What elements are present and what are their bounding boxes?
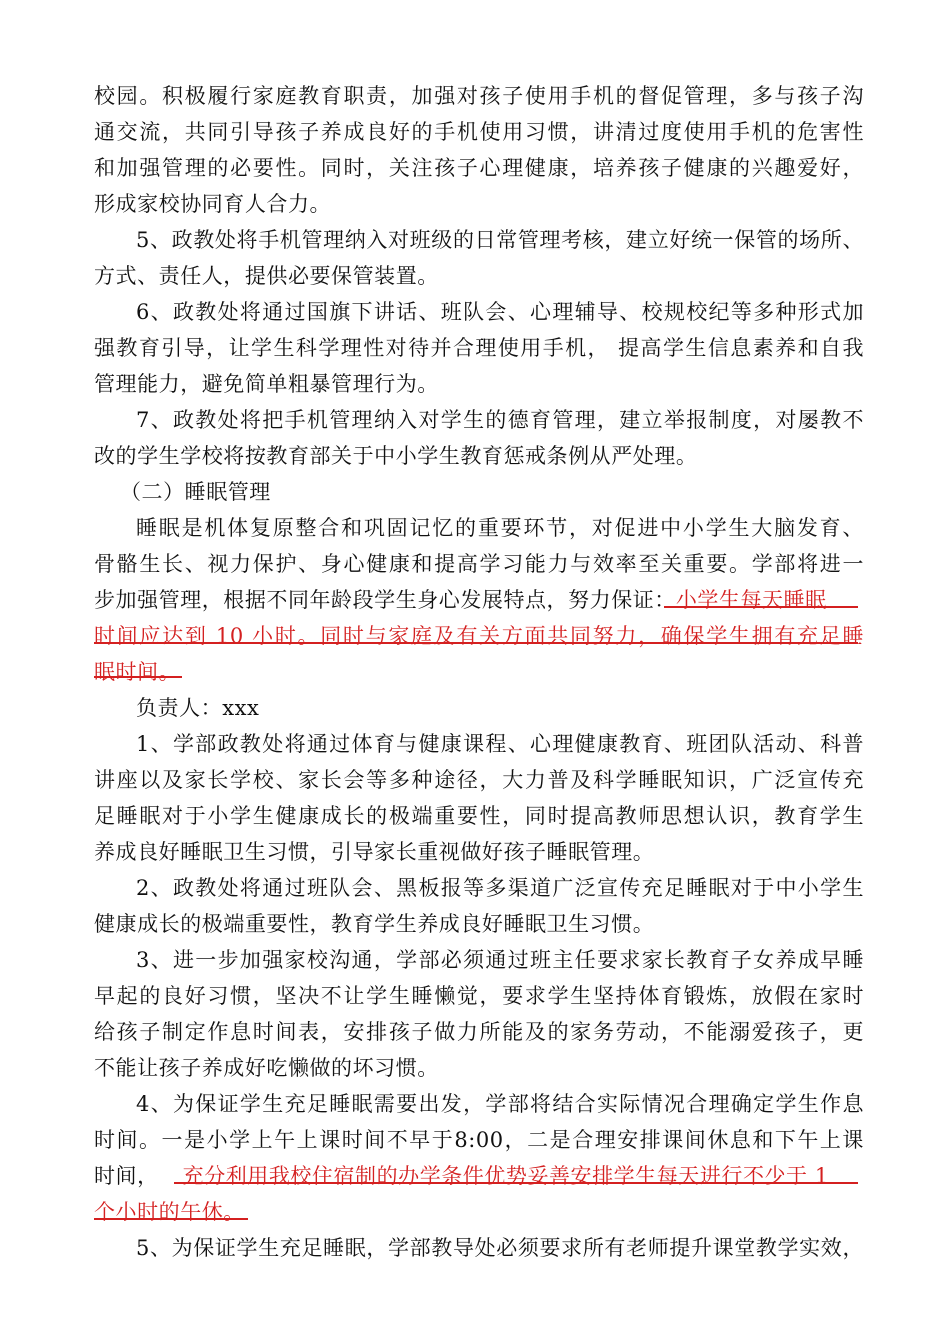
highlighted-line: 时间应达到 10 小时。同时与家庭及有关方面共同努力，确保学生拥有充足睡	[94, 624, 864, 648]
red-underline	[174, 1182, 858, 1184]
red-underline	[94, 676, 182, 678]
highlighted-line: 个小时的午休。	[94, 1200, 245, 1224]
paragraph-line: 5、政教处将手机管理纳入对班级的日常管理考核，建立好统一保管的场所、	[136, 228, 864, 252]
paragraph-line: 4、为保证学生充足睡眠需要出发，学部将结合实际情况合理确定学生作息	[136, 1092, 864, 1116]
paragraph-line: 时间。一是小学上午上课时间不早于8:00，二是合理安排课间休息和下午上课	[94, 1128, 864, 1152]
paragraph-line: 不能让孩子养成好吃懒做的坏习惯。	[94, 1056, 439, 1080]
section-heading: （二）睡眠管理	[120, 480, 271, 504]
highlighted-line: 眠时间。	[94, 660, 181, 684]
red-underline	[94, 1218, 248, 1220]
paragraph-line: 通交流，共同引导孩子养成良好的手机使用习惯，讲清过度使用手机的危害性	[94, 120, 864, 144]
paragraph-line: 早起的良好习惯，坚决不让学生睡懒觉，要求学生坚持体育锻炼，放假在家时	[94, 984, 864, 1008]
paragraph-line: 讲座以及家长学校、家长会等多种途径，大力普及科学睡眠知识，广泛宣传充	[94, 768, 864, 792]
paragraph-line: 管理能力，避免简单粗暴管理行为。	[94, 372, 439, 396]
highlighted-text: 充分利用我校住宿制的办学条件优势妥善安排学生每天进行不少于 1	[182, 1164, 829, 1188]
paragraph-line: 2、政教处将通过班队会、黑板报等多渠道广泛宣传充足睡眠对于中小学生	[136, 876, 864, 900]
paragraph-line	[94, 1158, 864, 1194]
paragraph-line: 形成家校协同育人合力。	[94, 192, 332, 216]
paragraph-line: 3、进一步加强家校沟通，学部必须通过班主任要求家长教育子女养成早睡	[136, 948, 864, 972]
red-underline	[94, 642, 858, 644]
paragraph-line: 6、政教处将通过国旗下讲话、班队会、心理辅导、校规校纪等多种形式加	[136, 300, 864, 324]
paragraph-line: 睡眠是机体复原整合和巩固记忆的重要环节，对促进中小学生大脑发育、	[136, 516, 864, 540]
paragraph-line: 5、为保证学生充足睡眠，学部教导处必须要求所有老师提升课堂教学实效，	[136, 1236, 864, 1260]
paragraph-line: 改的学生学校将按教育部关于中小学生教育惩戒条例从严处理。	[94, 444, 698, 468]
paragraph-line: 校园。积极履行家庭教育职责，加强对孩子使用手机的督促管理，多与孩子沟	[94, 84, 864, 108]
paragraph-line: 足睡眠对于小学生健康成长的极端重要性，同时提高教师思想认识，教育学生	[94, 804, 864, 828]
paragraph-line: 强教育引导，让学生科学理性对待并合理使用手机， 提高学生信息素养和自我	[94, 336, 864, 360]
paragraph-line	[94, 582, 864, 618]
paragraph-line: 和加强管理的必要性。同时，关注孩子心理健康，培养孩子健康的兴趣爱好，	[94, 156, 864, 180]
paragraph-line: 骨骼生长、视力保护、身心健康和提高学习能力与效率至关重要。学部将进一	[94, 552, 864, 576]
paragraph-line: 健康成长的极端重要性，教育学生养成良好睡眠卫生习惯。	[94, 912, 655, 936]
paragraph-line: 方式、责任人，提供必要保管装置。	[94, 264, 439, 288]
paragraph-text: 时间，	[94, 1164, 159, 1188]
paragraph-line: 给孩子制定作息时间表，安排孩子做力所能及的家务劳动，不能溺爱孩子，更	[94, 1020, 864, 1044]
paragraph-text: 步加强管理，根据不同年龄段学生身心发展特点，努力保证：	[94, 588, 676, 612]
highlighted-text: 小学生每天睡眠	[675, 588, 827, 612]
paragraph-line: 养成良好睡眠卫生习惯，引导家长重视做好孩子睡眠管理。	[94, 840, 655, 864]
red-underline	[664, 606, 858, 608]
paragraph-line: 7、政教处将把手机管理纳入对学生的德育管理，建立举报制度，对屡教不	[136, 408, 864, 432]
paragraph-line: 1、学部政教处将通过体育与健康课程、心理健康教育、班团队活动、科普	[136, 732, 864, 756]
responsible-person: 负责人：xxx	[136, 696, 260, 720]
